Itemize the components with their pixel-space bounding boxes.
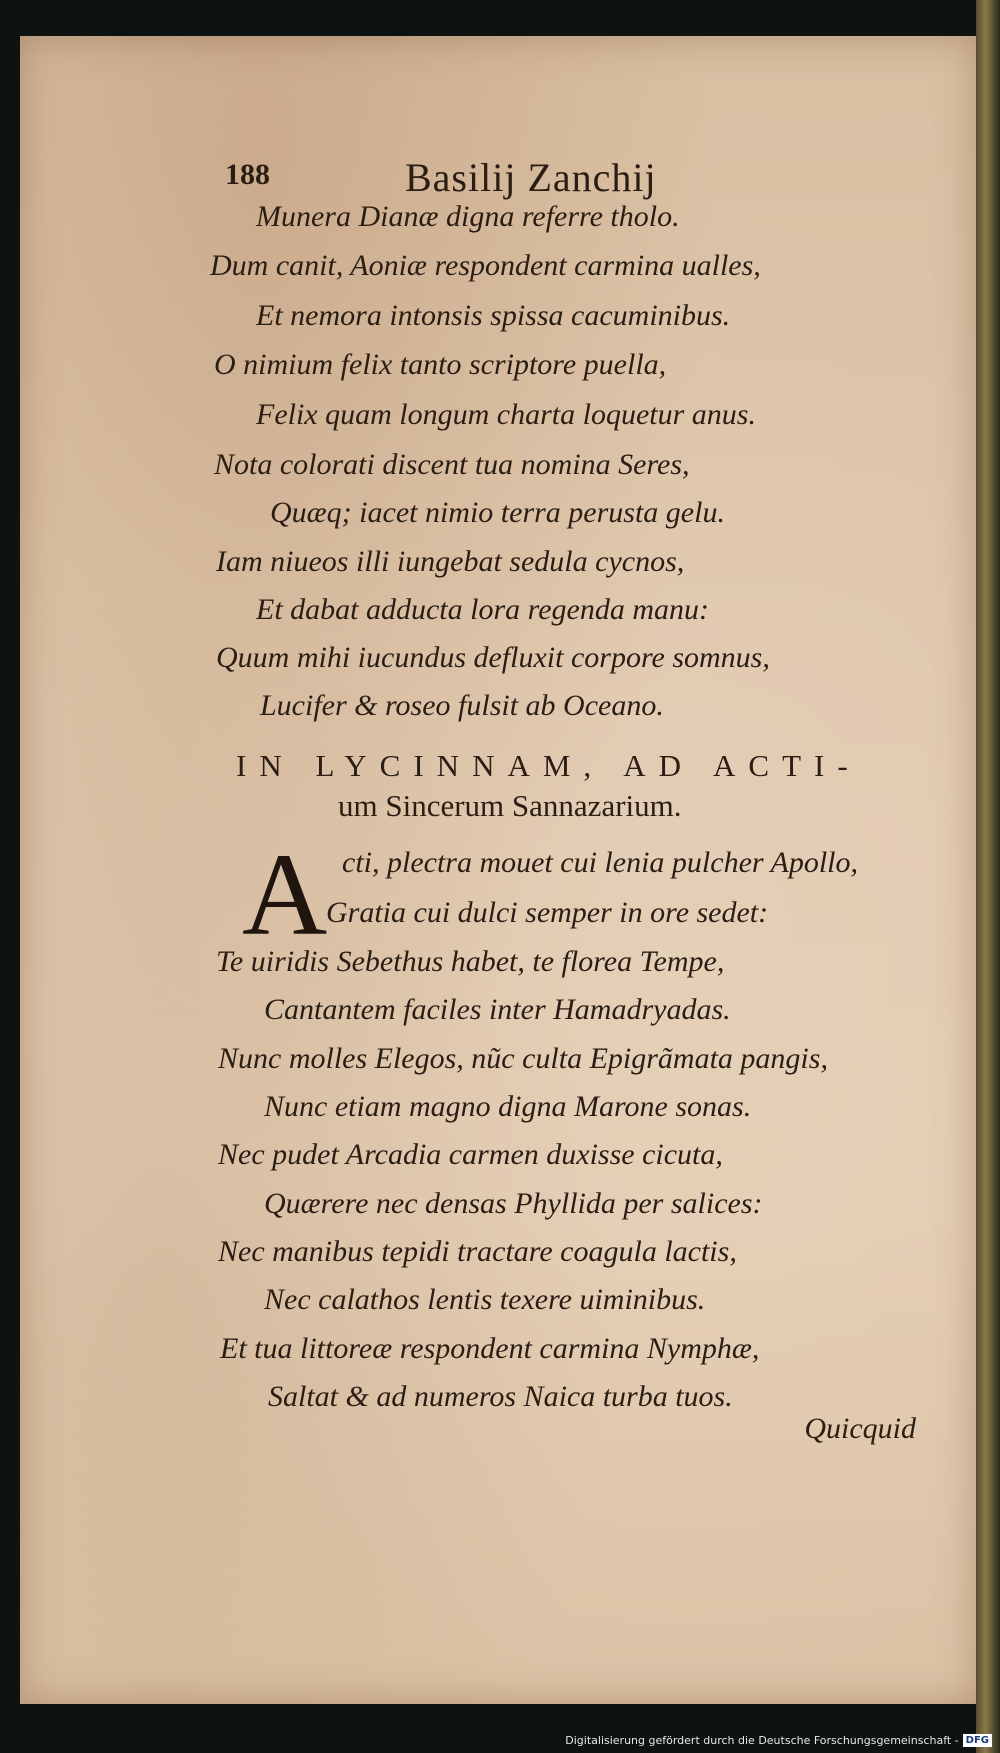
book-page: [20, 36, 976, 1704]
verse-line: cti, plectra mouet cui lenia pulcher Apollo,: [342, 846, 859, 879]
verse-line: Cantantem faciles inter Hamadryadas.: [264, 993, 731, 1026]
running-head: [225, 154, 785, 202]
verse-line: Iam niueos illi iungebat sedula cycnos,: [216, 545, 685, 578]
verse-line: Nota colorati discent tua nomina Seres,: [214, 448, 690, 481]
verse-line: Quæq; iacet nimio terra perusta gelu.: [270, 496, 725, 529]
verse-line: Nunc etiam magno digna Marone sonas.: [264, 1090, 752, 1123]
verse-line: Nunc molles Elegos, nũc culta Epigrãmata pangis,: [218, 1042, 828, 1075]
catchword: Quicquid: [804, 1412, 916, 1445]
verse-line: Saltat & ad numeros Naica turba tuos.: [268, 1380, 733, 1413]
verse-line: Et nemora intonsis spissa cacuminibus.: [256, 299, 731, 332]
verse-line: Quærere nec densas Phyllida per salices:: [264, 1187, 763, 1220]
verse-line: Nec pudet Arcadia carmen duxisse cicuta,: [218, 1138, 723, 1171]
page-number: 188: [225, 158, 270, 191]
verse-line: Gratia cui dulci semper in ore sedet:: [326, 896, 769, 929]
verse-line: Et tua littoreæ respondent carmina Nymphæ,: [220, 1332, 760, 1365]
verse-line: Quum mihi iucundus defluxit corpore somnus,: [216, 641, 770, 674]
credit-text: Digitalisierung gefördert durch die Deutsche Forschungsgemeinschaft -: [565, 1734, 959, 1747]
verse-line: Nec manibus tepidi tractare coagula lactis,: [218, 1235, 737, 1268]
verse-line: Et dabat adducta lora regenda manu:: [256, 593, 710, 626]
verse-line: Lucifer & roseo fulsit ab Oceano.: [260, 689, 664, 722]
poem-heading: IN LYCINNAM, AD ACTI-: [236, 748, 861, 783]
dfg-logo: DFG: [963, 1734, 992, 1747]
verse-line: Munera Dianæ digna referre tholo.: [256, 200, 680, 233]
drop-cap: A: [242, 829, 328, 960]
verse-line: Felix quam longum charta loquetur anus.: [256, 398, 756, 431]
book-edge: [976, 0, 1000, 1753]
digitization-credit: [565, 1734, 992, 1747]
running-title: Basilij Zanchij: [405, 155, 657, 200]
verse-line: Dum canit, Aoniæ respondent carmina ualles,: [210, 249, 761, 282]
verse-line: O nimium felix tanto scriptore puella,: [214, 348, 667, 381]
poem-subheading: um Sincerum Sannazarium.: [338, 788, 682, 823]
verse-line: Te uiridis Sebethus habet, te florea Tempe,: [216, 945, 725, 978]
verse-line: Nec calathos lentis texere uiminibus.: [264, 1283, 706, 1316]
